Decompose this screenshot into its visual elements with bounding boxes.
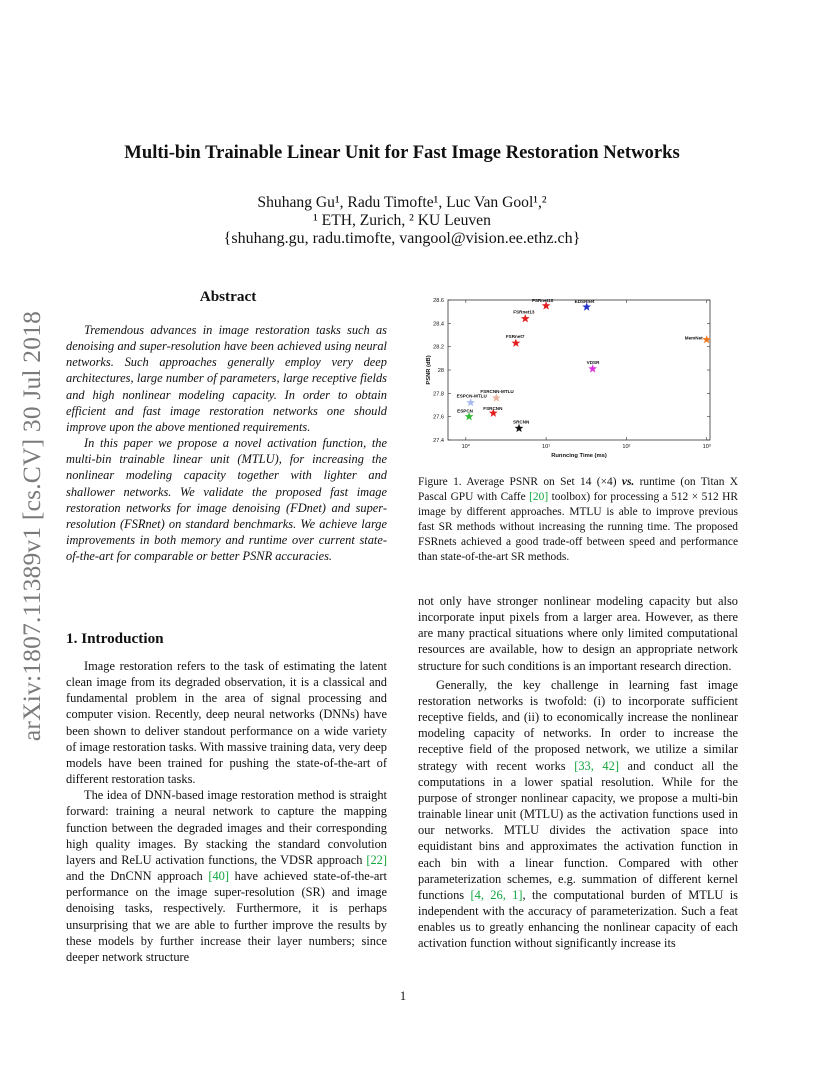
paper-title: Multi-bin Trainable Linear Unit for Fast Image Restoration Networks — [124, 142, 680, 163]
point-fsrnet7 — [512, 339, 520, 347]
y-tick-label: 28.2 — [433, 344, 444, 351]
point-label-vdsr: VDSR — [586, 359, 600, 365]
y-tick-label: 27.8 — [433, 391, 444, 398]
intro-p2-text-c: have achieved state-of-the-art performance on the image super-resolution (SR) and image denoising tasks, respectively. Furthermore, it is perhaps unsurprising that we are able to further improve the results by these models by further increase their layer numbers; since deeper network structure — [66, 869, 387, 964]
point-fsrnet13 — [521, 314, 529, 322]
point-memnet — [703, 335, 711, 343]
point-label-srcnn: SRCNN — [513, 419, 530, 425]
abstract-paragraph-1: Tremendous advances in image restoration tasks such as denoising and super-resolution have been achieved using neural networks. Such approaches generally employ very deep architectures, large number of parameters, large receptive fields and high nonlinear modeling capacity. In order to obtain efficient and fast image restoration networks one should improve upon the above mentioned requirements. — [66, 323, 387, 434]
intro-body — [66, 658, 387, 965]
psnr-runtime-chart — [418, 292, 722, 460]
caption-text-a: Figure 1. Average PSNR on Set 14 (×4) — [418, 476, 622, 488]
point-label-fsrnet13: FSRnet13 — [513, 309, 535, 315]
point-espcn-mtlu — [467, 398, 475, 406]
y-tick-label: 27.6 — [433, 414, 444, 421]
right-paragraph-1: not only have stronger nonlinear modeling capacity but also incorporate input pixels from a larger area. However, as there are many practical situations where only limited computational resources are available, how to design an appropriate network structure for such conditions is an important research direction. — [418, 594, 738, 673]
x-tick-label: 10³ — [702, 444, 711, 450]
y-tick-label: 28 — [437, 368, 444, 374]
right-column-body — [418, 593, 738, 951]
citation-link-40[interactable]: [40] — [208, 869, 229, 884]
point-srcnn — [515, 424, 523, 432]
point-fsrcnn-mtlu — [492, 394, 500, 402]
caption-vs: vs. — [621, 476, 635, 488]
point-vdsr — [589, 365, 597, 373]
x-tick-label: 10⁰ — [461, 444, 471, 450]
author-block — [60, 194, 744, 248]
abstract-paragraph-2: In this paper we propose a novel activation function, the multi-bin trainable linear unit (MTLU), for increasing the nonlinear modeling capacity together with lighter and shallower networks. We validate the proposed fast image restoration networks for image denoising (FDnet) and super-resolution (FSRnet) on standard benchmarks. We achieve large improvements in both memory and runtime over current state-of-the-art for comparable or better PSNR accuracies. — [66, 436, 387, 564]
citation-link-33-42[interactable]: [33, 42] — [574, 758, 619, 773]
intro-paragraph-1: Image restoration refers to the task of estimating the latent clean image from its degraded observation, it is a classical and fundamental problem in the area of signal processing and computer vision. Recently, deep neural networks (DNNs) have been shown to deliver standout performance on a wide variety of image restoration tasks. With massive training data, very deep models have been trained for pushing the state-of-the-art of different restoration tasks. — [66, 659, 387, 787]
citation-link-22[interactable]: [22] — [366, 852, 387, 867]
right-p2-text-a: Generally, the key challenge in learning fast image restoration networks is twofold: (i) to incorporate sufficient receptive fields, and (ii) to economically increase the nonlinear modeling capacity of networks. In order to increase the receptive field of the proposed network, we utilize a similar strategy with recent works — [418, 677, 738, 773]
author-affiliations: ¹ ETH, Zurich, ² KU Leuven — [313, 212, 491, 229]
y-tick-label: 28.6 — [433, 298, 444, 304]
point-label-fsrcnn-mtlu: FSRCNN-MTLU — [480, 389, 514, 394]
arxiv-stamp: arXiv:1807.11389v1 [cs.CV] 30 Jul 2018 — [17, 310, 46, 742]
caption-text-c: toolbox) for processing a 512 × 512 HR image by different approaches. MTLU is able to improve previous fast SR methods without increasing the running time. The proposed FSRnets achieved a good trade-off between speed and performance than state-of-the-art SR methods. — [418, 491, 738, 564]
point-label-espcn: ESPCN — [457, 408, 473, 414]
section-heading-introduction: 1. Introduction — [66, 630, 164, 647]
intro-p2-text-a: The idea of DNN-based image restoration method is straight forward: training a neural network to capture the mapping function between the degraded images and their corresponding high quality images. By stacking the standard convolution layers and ReLU activation functions, the VDSR approach — [66, 788, 387, 867]
right-paragraph-2 — [418, 677, 738, 952]
y-tick-label: 28.4 — [433, 321, 444, 328]
point-label-fsrnet10: FSRnet10 — [532, 297, 554, 303]
plot-frame — [448, 297, 710, 440]
abstract-heading: Abstract — [199, 288, 257, 305]
x-tick-label: 10² — [622, 444, 631, 450]
point-label-fsrcnn: FSRCNN — [483, 406, 503, 412]
page-number: 1 — [399, 989, 407, 1003]
author-emails: {shuhang.gu, radu.timofte, vangool@vision.ee.ethz.ch} — [223, 230, 581, 247]
abstract-body — [66, 322, 387, 564]
right-p2-text-b: and conduct all the computations in a lower spatial resolution. While for the purpose of stronger nonlinear capacity, we propose a multi-bin trainable linear unit (MTLU) as the activation functions used in our networks. MTLU divides the activation space into equidistant bins and approximates the activation function in each bin with a linear function. Compared with other parameterization schemes, e.g. summation of different kernel functions — [418, 758, 738, 902]
point-label-espcn-mtlu: ESPCN-MTLU — [456, 393, 487, 399]
x-tick-label: 10¹ — [542, 444, 551, 450]
point-label-edsrnet: EDSRnet — [574, 299, 595, 304]
point-label-fsrnet7: FSRnet7 — [505, 334, 525, 340]
caption-text-b: runtime (on Titan X Pascal GPU with Caffe — [418, 476, 738, 504]
right-p2-text-c: , the computational burden of MTLU is independent with the accuracy of parameterization. Such a feat enables us to greatly enhancing the nonlinear capacity of each activation function without significantly increase its — [418, 887, 738, 951]
point-label-memnet: MemNet — [684, 335, 703, 341]
intro-paragraph-2 — [66, 787, 387, 965]
author-names: Shuhang Gu¹, Radu Timofte¹, Luc Van Gool¹,² — [257, 194, 547, 211]
citation-link-4-26-1[interactable]: [4, 26, 1] — [470, 887, 523, 902]
intro-p2-text-b: and the DnCNN approach — [66, 869, 209, 884]
citation-link-20[interactable]: [20] — [529, 491, 549, 504]
y-tick-label: 27.4 — [433, 438, 444, 444]
figure-caption — [418, 475, 738, 566]
x-axis-label: Runncing Time (ms) — [551, 453, 607, 459]
y-axis-label: PSNR (dB) — [426, 355, 432, 385]
